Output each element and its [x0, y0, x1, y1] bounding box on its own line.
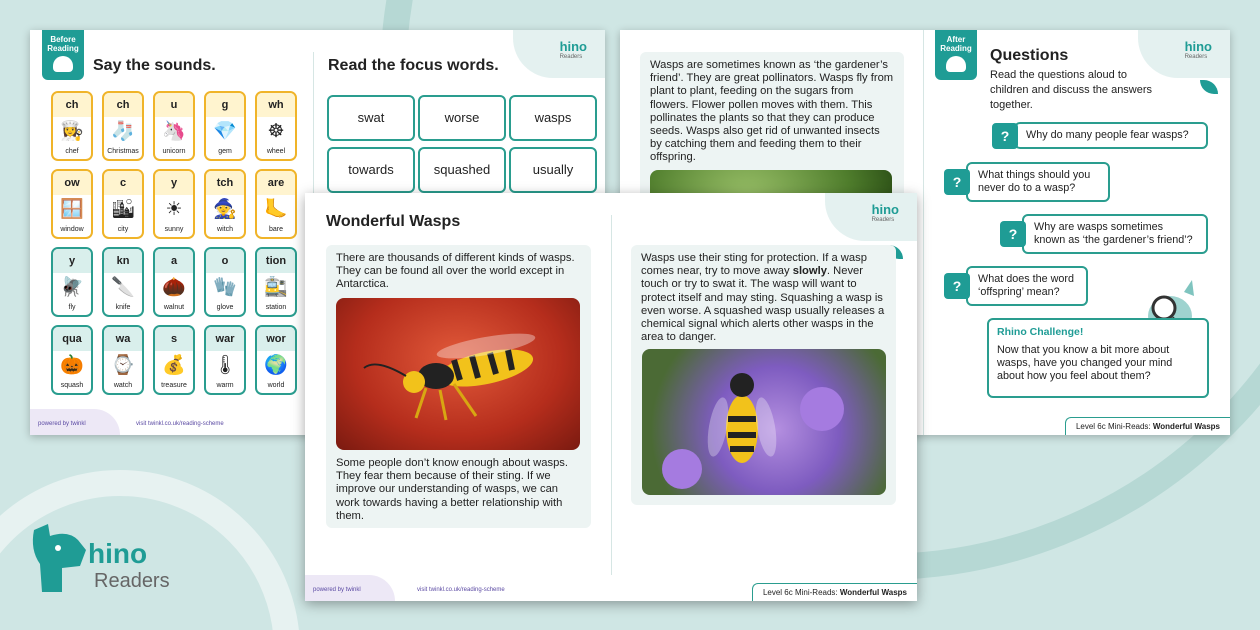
sound-label: c	[104, 171, 142, 195]
sound-card	[204, 91, 246, 161]
globe-icon: 🌍	[264, 355, 288, 376]
sound-label: qua	[53, 327, 91, 351]
child-reading-icon	[53, 56, 73, 72]
sound-card	[153, 247, 195, 317]
sound-word: bare	[268, 226, 283, 233]
rhino-logo-icon	[28, 520, 90, 600]
wasp-icon	[336, 298, 580, 450]
station-icon: 🚉	[264, 277, 288, 298]
gem-icon: 💎	[213, 121, 237, 142]
logo-word-readers: Readers	[94, 570, 170, 592]
sound-word: chef	[65, 148, 79, 155]
wheel-icon: ☸	[267, 121, 285, 142]
sound-word: warm	[216, 382, 234, 389]
visit-link[interactable]: visit twinkl.co.uk/reading-scheme	[136, 421, 224, 427]
stocking-icon: 🧦	[111, 121, 135, 142]
watch-icon: ⌚	[111, 355, 135, 376]
rhino-readers-logo	[28, 520, 198, 610]
sound-word: wheel	[266, 148, 286, 155]
after-reading-badge: After Reading	[935, 30, 977, 80]
squash-icon: 🎃	[60, 355, 84, 376]
logo-word-hino: hino	[88, 538, 148, 569]
powered-by-twinkl[interactable]: powered by twinkl	[305, 575, 395, 601]
page-divider	[923, 30, 924, 435]
question-4	[944, 266, 1088, 306]
powered-by-twinkl[interactable]: powered by twinkl	[30, 409, 120, 435]
sound-word: Christmas	[107, 148, 139, 155]
sound-card	[255, 325, 297, 395]
page-divider	[611, 215, 612, 575]
city-icon: 🏙	[110, 199, 136, 220]
question-text: What things should you never do to a wasp?	[966, 162, 1110, 202]
sound-word: world	[267, 382, 285, 389]
sound-word: unicorn	[162, 148, 186, 155]
sound-word: treasure	[161, 382, 187, 389]
unicorn-icon: 🦄	[162, 121, 186, 142]
questions-title: Questions	[990, 47, 1069, 64]
question-3	[1000, 214, 1208, 254]
sound-label: wor	[257, 327, 295, 351]
sound-card	[51, 325, 93, 395]
sound-label: s	[155, 327, 193, 351]
focus-word: worse	[418, 95, 506, 141]
challenge-title: Rhino Challenge!	[997, 326, 1084, 338]
window-icon: 🪟	[60, 199, 84, 220]
sound-card	[102, 169, 144, 239]
thermometer-icon: 🌡	[212, 355, 238, 376]
visit-link[interactable]: visit twinkl.co.uk/reading-scheme	[417, 587, 505, 593]
sound-word: watch	[113, 382, 133, 389]
focus-word: wasps	[509, 95, 597, 141]
focus-word: squashed	[418, 147, 506, 193]
question-mark-icon: ?	[944, 169, 970, 195]
sun-icon: ☀	[165, 199, 183, 220]
rhino-readers-mini-logo: hino Readers	[559, 39, 587, 60]
fly-icon: 🪰	[60, 277, 84, 298]
sound-label: ch	[53, 93, 91, 117]
sound-label: ch	[104, 93, 142, 117]
sound-card	[51, 91, 93, 161]
rhino-challenge-box	[987, 318, 1209, 398]
sound-word: knife	[115, 304, 131, 311]
sound-word: sunny	[164, 226, 184, 233]
leaf-decoration	[1200, 80, 1218, 94]
questions-intro: Read the questions aloud to children and discuss the answers together.	[990, 69, 1153, 111]
question-mark-icon: ?	[992, 123, 1018, 149]
rhino-readers-mini-logo: hino Readers	[871, 202, 899, 223]
sound-card	[204, 325, 246, 395]
sound-card	[153, 169, 195, 239]
sound-label: tch	[206, 171, 244, 195]
feet-icon: 🦶	[264, 199, 288, 220]
wonderful-wasps-page	[305, 193, 917, 601]
sound-card	[51, 247, 93, 317]
sound-word: city	[117, 226, 129, 233]
question-text: What does the word ‘offspring’ mean?	[966, 266, 1088, 306]
sound-label: u	[155, 93, 193, 117]
sound-word: fly	[68, 304, 76, 311]
sound-card	[102, 91, 144, 161]
child-reading-icon	[946, 56, 966, 72]
sounds-title: Say the sounds.	[93, 57, 216, 74]
wasp-icon	[642, 349, 886, 495]
sound-label: kn	[104, 249, 142, 273]
sound-label: g	[206, 93, 244, 117]
sound-word: window	[60, 226, 84, 233]
question-mark-icon: ?	[1000, 221, 1026, 247]
sound-label: a	[155, 249, 193, 273]
sound-label: ow	[53, 171, 91, 195]
intro-text: There are thousands of different kinds of wasps. They can be found all over the world except in Antarctica.	[336, 252, 575, 291]
walnut-icon: 🌰	[162, 277, 186, 298]
sound-word: gem	[218, 148, 232, 155]
sound-label: o	[206, 249, 244, 273]
sound-card	[102, 325, 144, 395]
sound-card	[204, 247, 246, 317]
question-text: Why are wasps sometimes known as ‘the gardener’s friend’?	[1022, 214, 1208, 254]
question-2	[944, 162, 1110, 202]
sound-label: wh	[257, 93, 295, 117]
sound-label: y	[53, 249, 91, 273]
sound-label: wa	[104, 327, 142, 351]
witch-icon: 🧙	[213, 199, 237, 220]
treasure-icon: 💰	[162, 355, 186, 376]
focus-word: towards	[327, 147, 415, 193]
sound-word: glove	[216, 304, 234, 311]
question-text: Why do many people fear wasps?	[1014, 122, 1208, 149]
focus-words-title: Read the focus words.	[328, 57, 499, 74]
gardener-friend-text: Wasps are sometimes known as ‘the gardener’s friend’. They are great pollinators. Wasps fly from plant to plant, feeding on the sugars from flowers. Flower pollen moves with them. This pollinates the plants so that they can produce seeds. Wasps also get rid of unwanted insects by catching them and feeding them to their offspring.	[640, 52, 904, 272]
challenge-text: Now that you know a bit more about wasps, have you changed your mind about how you feel about them?	[997, 344, 1173, 382]
sound-card	[153, 91, 195, 161]
footer-label: Level 6c Mini-Reads: Wonderful Wasps	[1065, 417, 1230, 435]
sound-label: war	[206, 327, 244, 351]
question-mark-icon: ?	[944, 273, 970, 299]
sound-label: are	[257, 171, 295, 195]
sting-text: Wasps use their sting for protection. If a wasp comes near, try to move away slowly. Never touch or try to swat it. The wasp will want to protect itself and may sting. Squashing a wasp is even worse. A squashed wasp usually releases a chemical signal which alerts other wasps in the area to danger.	[641, 252, 885, 344]
sound-card	[204, 169, 246, 239]
page-title: Wonderful Wasps	[326, 213, 461, 230]
sound-word: squash	[60, 382, 84, 389]
footer-label: Level 6c Mini-Reads: Wonderful Wasps	[752, 583, 917, 601]
sound-card	[255, 247, 297, 317]
chef-icon: 👩‍🍳	[60, 121, 84, 142]
sound-card	[102, 247, 144, 317]
sound-card	[255, 91, 297, 161]
focus-word: usually	[509, 147, 597, 193]
rhino-readers-mini-logo: hino Readers	[1184, 39, 1212, 60]
sound-word: walnut	[163, 304, 185, 311]
sound-label: y	[155, 171, 193, 195]
sound-card	[255, 169, 297, 239]
before-reading-badge: Before Reading	[42, 30, 84, 80]
sound-card	[153, 325, 195, 395]
sound-word: station	[265, 304, 287, 311]
fear-text: Some people don’t know enough about wasps. They fear them because of their sting. If we improve our understanding of wasps, we can work towards having a better relationship with them.	[336, 457, 568, 522]
wasp-on-red-photo	[336, 298, 580, 450]
sound-word: witch	[217, 226, 233, 233]
wasp-on-flower-photo	[642, 349, 886, 495]
glove-icon: 🧤	[213, 277, 237, 298]
question-1	[992, 122, 1208, 149]
sound-card	[51, 169, 93, 239]
focus-word: swat	[327, 95, 415, 141]
knife-icon: 🔪	[111, 277, 135, 298]
sound-label: tion	[257, 249, 295, 273]
